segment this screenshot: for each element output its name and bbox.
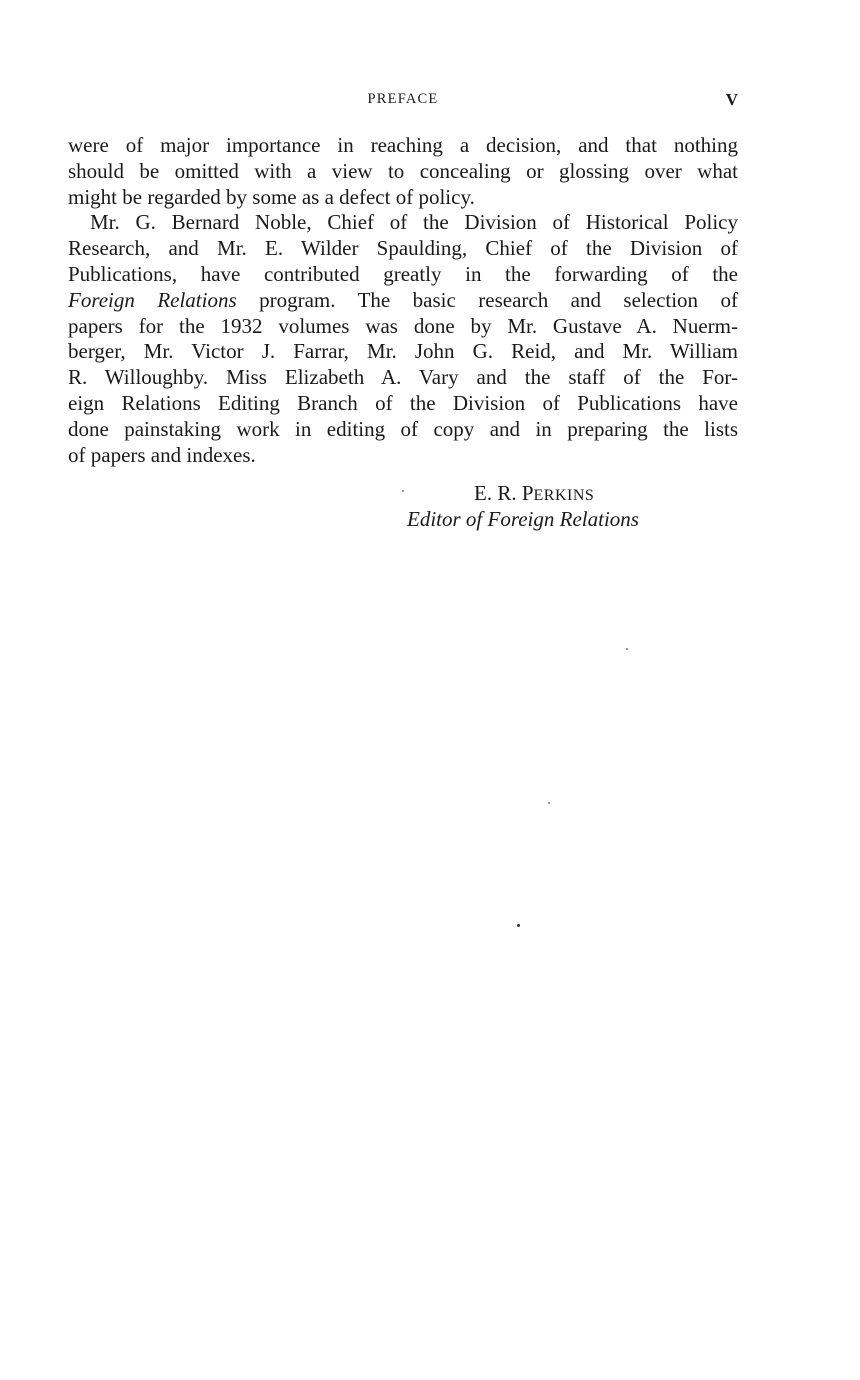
text-line: R. Willoughby. Miss Elizabeth A. Vary and the staff of the For- — [68, 365, 738, 390]
text-line — [68, 288, 738, 314]
page-header — [68, 91, 738, 113]
text-line: Research, and Mr. E. Wilder Spaulding, Chief of the Division of — [68, 236, 738, 261]
text-span: program. The basic research and selection of — [236, 287, 739, 312]
scan-speck — [548, 802, 550, 804]
signatory-title: Editor of Foreign Relations — [407, 507, 639, 531]
text-line: eign Relations Editing Branch of the Division of Publications have — [68, 390, 738, 415]
scan-speck — [402, 490, 404, 492]
text-line: papers for the 1932 volumes was done by Mr. Gustave A. Nuerm- — [68, 313, 738, 338]
scan-speck — [517, 924, 520, 927]
text-line: were of major importance in reaching a decision, and that nothing — [68, 133, 738, 157]
text-line: Mr. G. Bernard Noble, Chief of the Division of Historical Policy — [90, 210, 738, 235]
body-text — [68, 133, 738, 468]
italic-title: Foreign Relations — [68, 287, 237, 312]
signatory-surname: ERKINS — [533, 487, 595, 504]
scan-speck — [626, 648, 628, 650]
page-number: V — [725, 90, 738, 109]
signatory-name — [474, 480, 594, 509]
text-line: might be regarded by some as a defect of policy. — [68, 184, 475, 209]
text-line: of papers and indexes. — [68, 442, 256, 467]
signatory-initials: E. R. P — [474, 481, 534, 505]
text-line: berger, Mr. Victor J. Farrar, Mr. John G. Reid, and Mr. William — [68, 339, 738, 364]
text-line: done painstaking work in editing of copy and in preparing the lists — [68, 416, 738, 441]
text-line: should be omitted with a view to concealing or glossing over what — [68, 158, 738, 183]
running-title: PREFACE — [367, 91, 439, 107]
text-line: Publications, have contributed greatly in the forwarding of the — [68, 261, 738, 286]
